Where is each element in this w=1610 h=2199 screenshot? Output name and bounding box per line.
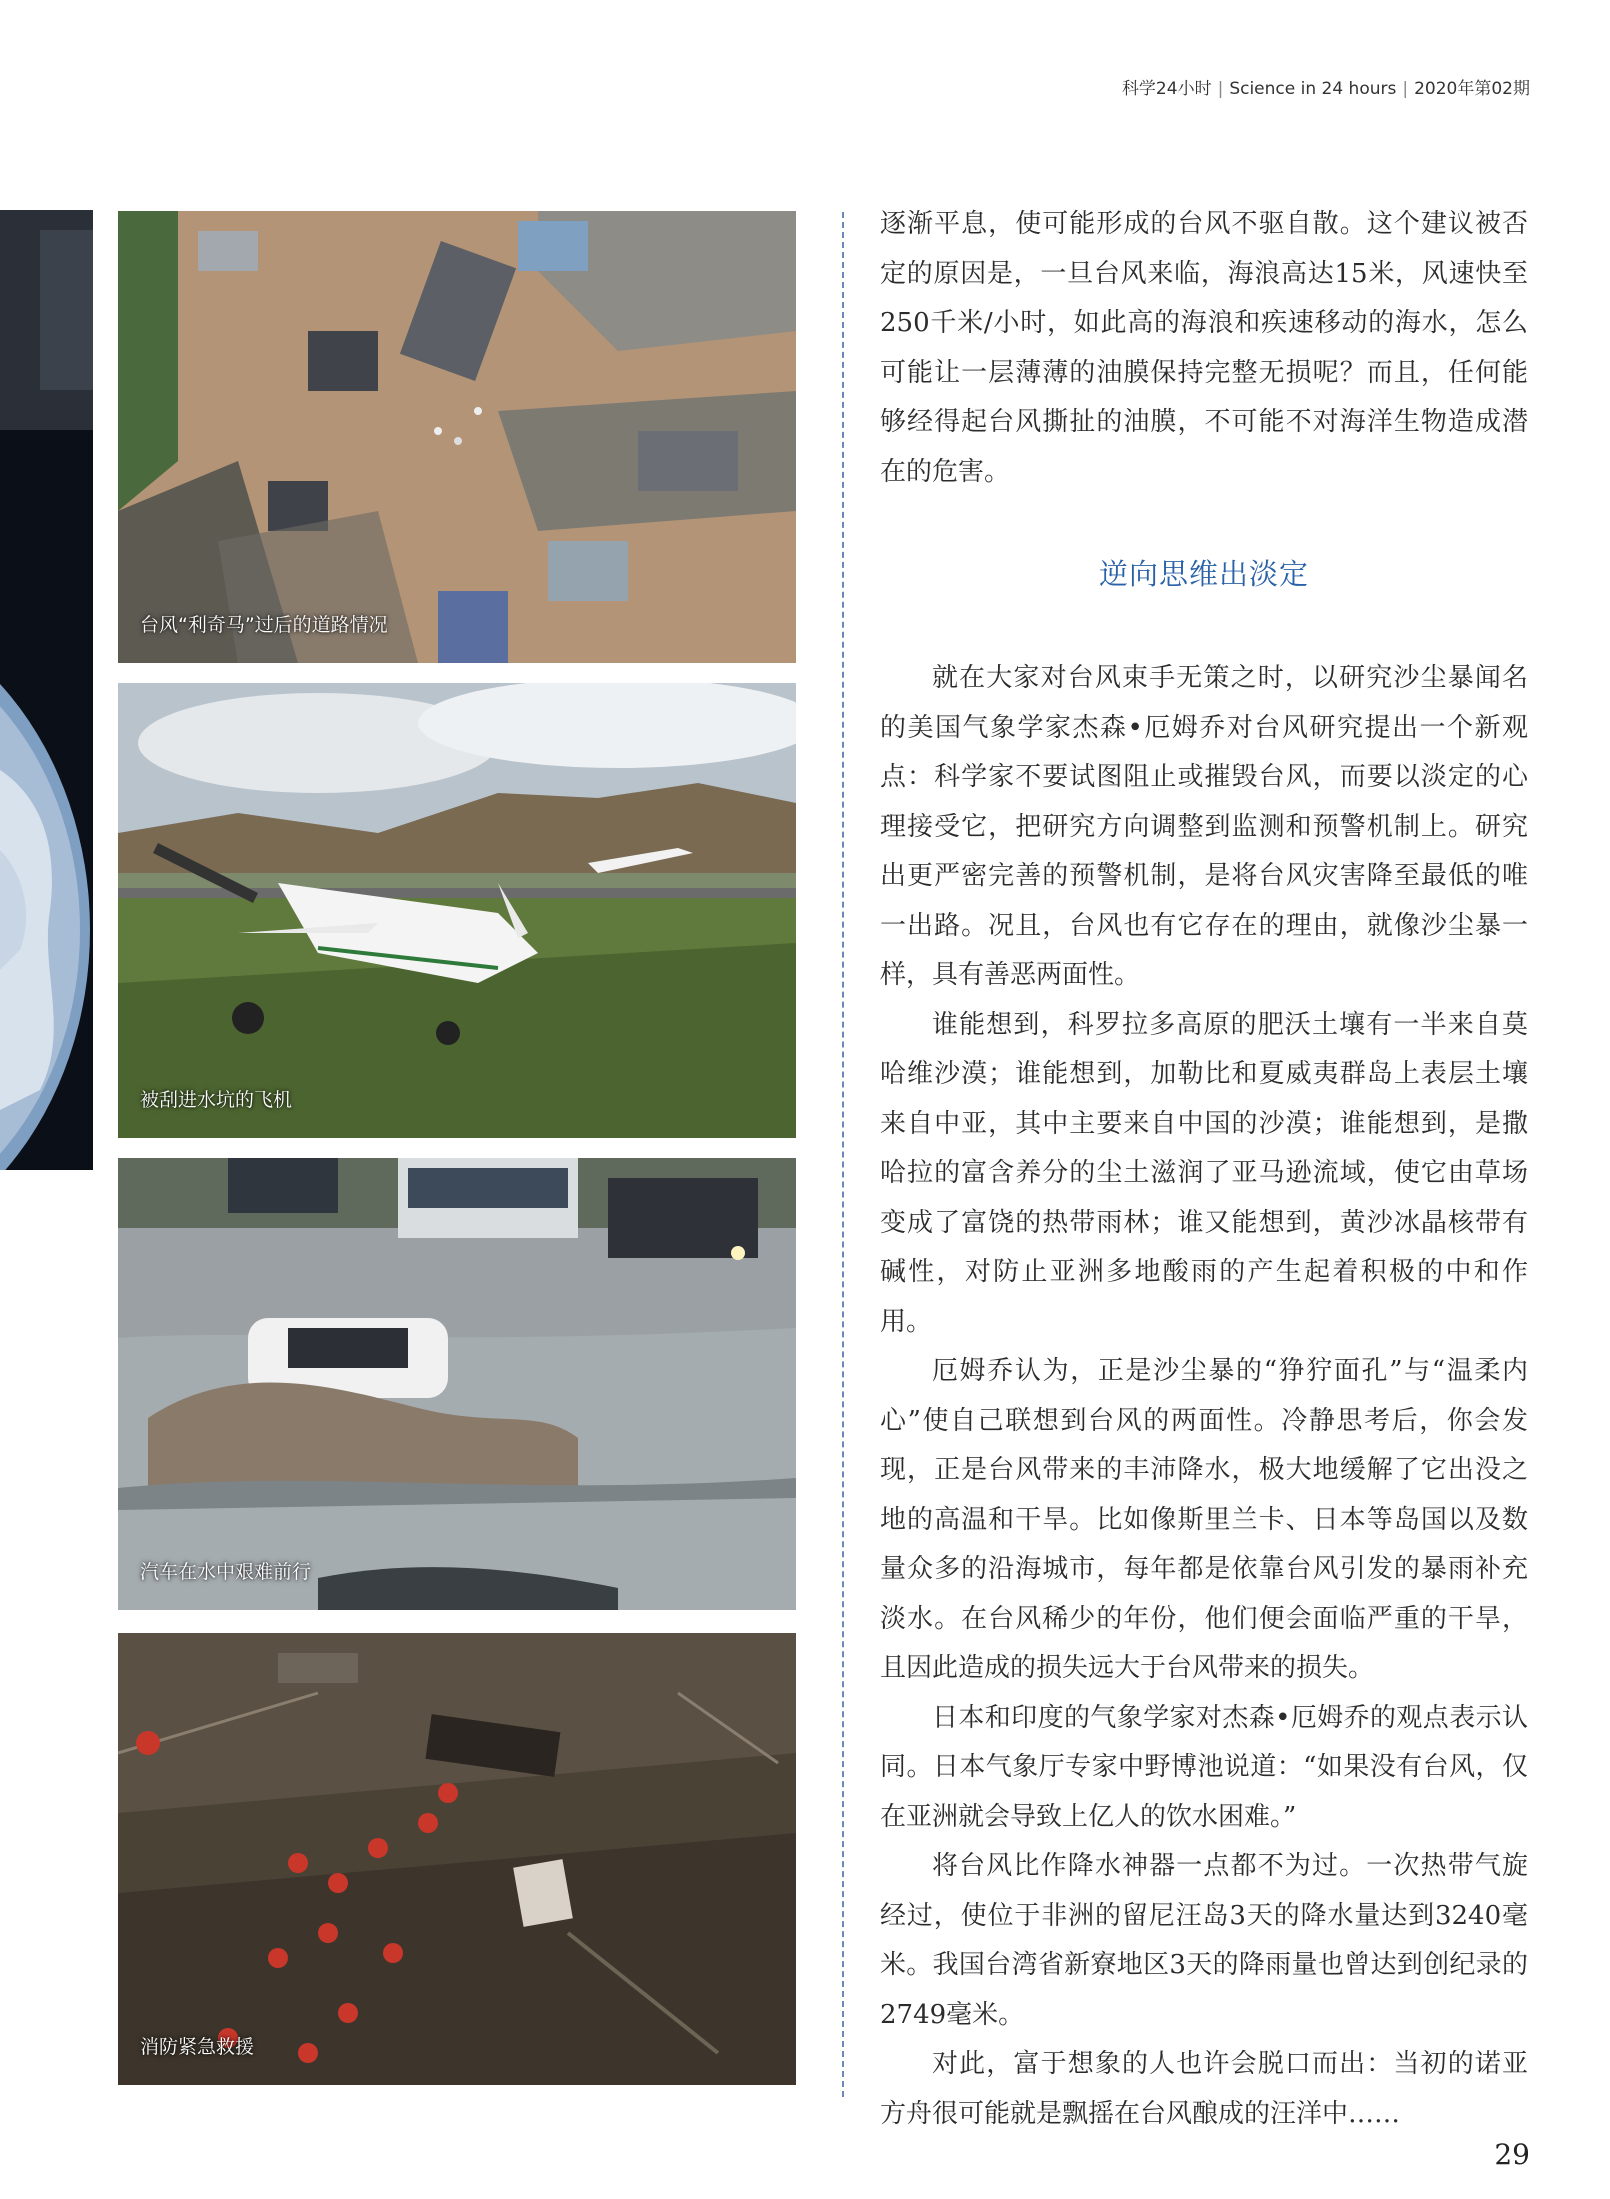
article-body xyxy=(880,200,1528,2139)
photo-caption: 台风“利奇马”过后的道路情况 xyxy=(140,614,388,636)
article-paragraph: 厄姆乔认为，正是沙尘暴的“狰狞面孔”与“温柔内心”使自己联想到台风的两面性。冷静思考后，你会发现，正是台风带来的丰沛降水，极大地缓解了它出没之地的高温和干旱。比如像斯里兰卡、日本等岛国以及数量众多的沿海城市，每年都是依靠台风引发的暴雨补充淡水。在台风稀少的年份，他们便会面临严重的干旱，且因此造成的损失远大于台风带来的损失。 xyxy=(880,1356,1528,1683)
photo-caption: 汽车在水中艰难前行 xyxy=(140,1561,312,1583)
article-paragraph: 逐渐平息，使可能形成的台风不驱自散。这个建议被否定的原因是，一旦台风来临，海浪高达15米，风速快至250千米/小时，如此高的海浪和疾速移动的海水，怎么可能让一层薄薄的油膜保持完整无损呢？而且，任何能够经得起台风撕扯的油膜，不可能不对海洋生物造成潜在的危害。 xyxy=(880,209,1528,487)
article-paragraph: 将台风比作降水神器一点都不为过。一次热带气旋经过，使位于非洲的留尼汪岛3天的降水量达到3240毫米。我国台湾省新寮地区3天的降雨量也曾达到创纪录的2749毫米。 xyxy=(880,1851,1528,2030)
firefighter-rescue-photo xyxy=(118,1633,796,2085)
earth-from-space-image xyxy=(0,210,93,1180)
issue-number: 2020年第02期 xyxy=(1414,79,1530,99)
flooded-town-aerial-photo xyxy=(118,211,796,663)
article-paragraph: 就在大家对台风束手无策之时，以研究沙尘暴闻名的美国气象学家杰森•厄姆乔对台风研究提出一个新观点：科学家不要试图阻止或摧毁台风，而要以淡定的心理接受它，把研究方向调整到监测和预警机制上。研究出更严密完善的预警机制，是将台风灾害降至最低的唯一出路。况且，台风也有它存在的理由，就像沙尘暴一样，具有善恶两面性。 xyxy=(880,663,1528,990)
photo-caption: 消防紧急救援 xyxy=(140,2036,255,2058)
photo-caption: 被刮进水坑的飞机 xyxy=(140,1089,293,1111)
flooded-road-car-photo xyxy=(118,1158,796,1610)
header-separator: | xyxy=(1402,79,1409,99)
page-header xyxy=(1090,74,1530,102)
crashed-airplane-photo xyxy=(118,683,796,1138)
column-divider xyxy=(842,212,844,2097)
section-title: 逆向思维出淡定 xyxy=(1098,557,1309,591)
magazine-name: 科学24小时 xyxy=(1121,79,1212,99)
magazine-name-en: Science in 24 hours xyxy=(1229,79,1397,99)
article-paragraph: 对此，富于想象的人也许会脱口而出：当初的诺亚方舟很可能就是飘摇在台风酿成的汪洋中…… xyxy=(880,2049,1528,2129)
page-number: 29 xyxy=(1494,2138,1530,2171)
article-paragraph: 谁能想到，科罗拉多高原的肥沃土壤有一半来自莫哈维沙漠；谁能想到，加勒比和夏威夷群岛上表层土壤来自中亚，其中主要来自中国的沙漠；谁能想到，是撒哈拉的富含养分的尘土滋润了亚马逊流域，使它由草场变成了富饶的热带雨林；谁又能想到，黄沙冰晶核带有碱性，对防止亚洲多地酸雨的产生起着积极的中和作用。 xyxy=(880,1009,1528,1337)
article-paragraph: 日本和印度的气象学家对杰森•厄姆乔的观点表示认同。日本气象厅专家中野博池说道：“如果没有台风，仅在亚洲就会导致上亿人的饮水困难。” xyxy=(880,1702,1528,1832)
header-separator: | xyxy=(1217,79,1224,99)
